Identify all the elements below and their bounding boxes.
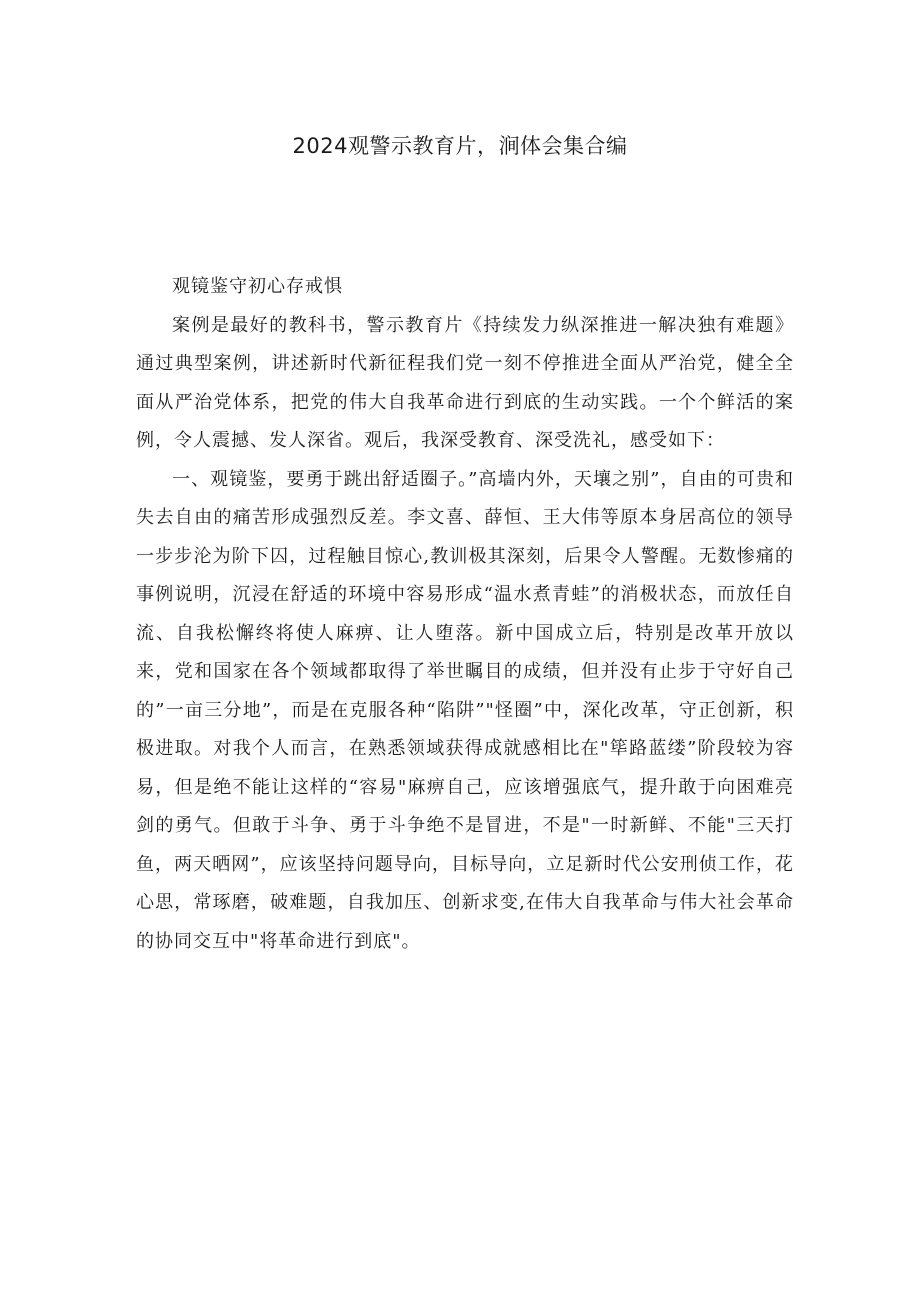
intro-paragraph: 案例是最好的教科书，警示教育片《持续发力纵深推进一解决独有难题》通过典型案例，讲述新时代新征程我们党一刻不停推进全面从严治党，健全全面从严治党体系，把党的伟大自我革命进行到底的生动实践。一个个鲜活的案例，令人震撼、发人深省。观后，我深受教育、深受洗礼，感受如下： <box>136 314 794 451</box>
document-title: 2024观警示教育片，涧体会集合编 <box>292 134 628 158</box>
section-heading: 观镜鉴守初心存戒惧 <box>172 276 343 297</box>
document-body <box>136 268 794 961</box>
body-paragraph: 一、观镜鉴，要勇于跳出舒适圈子。”高墙内外，天壤之别”，自由的可贵和失去自由的痛苦形成强烈反差。李文喜、薛恒、王大伟等原本身居高位的领导一步步沦为阶下囚，过程触目惊心,教训极其深刻，后果令人警醒。无数惨痛的事例说明，沉浸在舒适的环境中容易形成“温水煮青蛙”的消极状态，而放任自流、自我松懈终将使人麻痹、让人堕落。新中国成立后，特别是改革开放以来，党和国家在各个领域都取得了举世瞩目的成绩，但并没有止步于守好自己的”一亩三分地”，而是在克服各种“陷阱”"怪圈”中，深化改革，守正创新，积极进取。对我个人而言，在熟悉领域获得成就感相比在"筚路蓝缕”阶段较为容易，但是绝不能让这样的“容易"麻痹自己，应该增强底气，提升敢于向困难亮剑的勇气。但敢于斗争、勇于斗争绝不是冒进，不是"一时新鲜、不能"三天打鱼，两天晒网”，应该坚持问题导向，目标导向，立足新时代公安刑侦工作，花心思，常琢磨，破难题，自我加压、创新求变,在伟大自我革命与伟大社会革命的协同交互中"将革命进行到底"。 <box>136 468 794 952</box>
